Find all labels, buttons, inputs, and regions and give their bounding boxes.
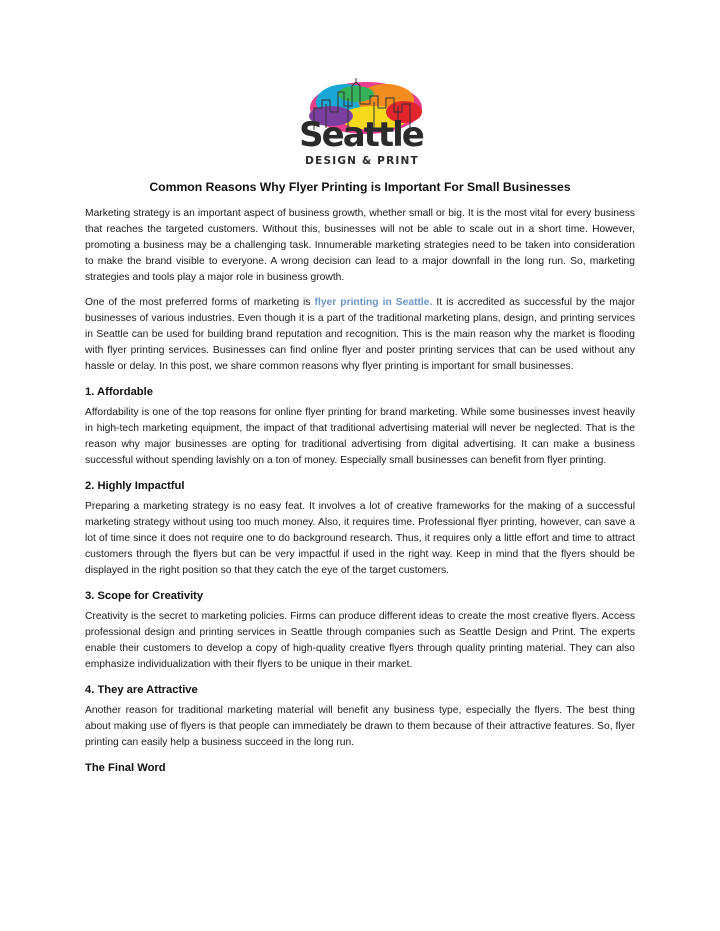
intro-paragraph: Marketing strategy is an important aspect of business growth, whether small or big. It is the most vital for every business that reaches the targeted customers. Without this, businesses will not be able to scale out in a short time. However, promoting a business may be a challenging task. Innumerable marketing strategies need to be taken into consideration to make the brand visible to everyone. A wrong decision can lead to a major downfall in the long run. So, marketing strategies and tools play a major role in business growth. [85,208,635,283]
svg-text:DESIGN & PRINT: DESIGN & PRINT [305,155,419,167]
section-body-highly-impactful: Preparing a marketing strategy is no easy feat. It involves a lot of creative frameworks for the making of a successful marketing strategy without using too much money. Also, it requires time. Professional flyer printing, however, can save a lot of time since it does not require one to do background research. Thus, it requires only a little effort and time to attract customers through the flyers but can be very impactful if used in the right way. Keep in mind that the flyers should be displayed in the right position so that they catch the eye of the target customers. [85,501,635,576]
section-heading-affordable: 1. Affordable [85,386,153,398]
section-body-affordable: Affordability is one of the top reasons for online flyer printing for brand marketing. While some businesses invest heavily in high-tech marketing equipment, the impact of that traditional advertising material will never be neglected. That is the reason why major businesses are opting for traditional advertising from digital advertising. It can make a business successful without spending lavishly on a ton of money. Especially small businesses can benefit from flyer printing. [85,407,635,466]
paragraph-text: One of the most preferred forms of marketing is [85,297,315,308]
svg-text:Seattle: Seattle [299,115,423,155]
final-word-heading: The Final Word [85,762,166,774]
second-paragraph [85,295,635,375]
seattle-design-print-logo [286,78,436,170]
paragraph-text: It is accredited as successful by the major businesses of various industries. Even though it is a part of the traditional marketing plans, design, and printing services in Seattle can be used for building brand reputation and recognition. This is the main reason why the market is flooding with flyer printing services. Businesses can find online flyer and poster printing services that can be used without any hassle or delay. In this post, we share common reasons why flyer printing is important for small businesses. [85,297,635,372]
section-heading-highly-impactful: 2. Highly Impactful [85,480,185,492]
page-title: Common Reasons Why Flyer Printing is Important For Small Businesses [149,180,571,194]
section-heading-scope-for-creativity: 3. Scope for Creativity [85,590,204,602]
section-heading-they-are-attractive: 4. They are Attractive [85,684,198,696]
section-body-they-are-attractive: Another reason for traditional marketing material will benefit any business type, especially the flyers. The best thing about making use of flyers is that people can immediately be drawn to them because of their attractive features. So, flyer printing can easily help a business succeed in the long run. [85,705,635,748]
section-body-scope-for-creativity: Creativity is the secret to marketing policies. Firms can produce different ideas to create the most creative flyers. Access professional design and printing services in Seattle through companies such as Seattle Design and Print. The experts enable their customers to develop a copy of high-quality creative flyers through quality printing material. They can also emphasize individualization with their flyers to be unique in their market. [85,611,635,670]
article-body [85,206,635,781]
flyer-printing-link[interactable]: flyer printing in Seattle. [314,297,433,308]
